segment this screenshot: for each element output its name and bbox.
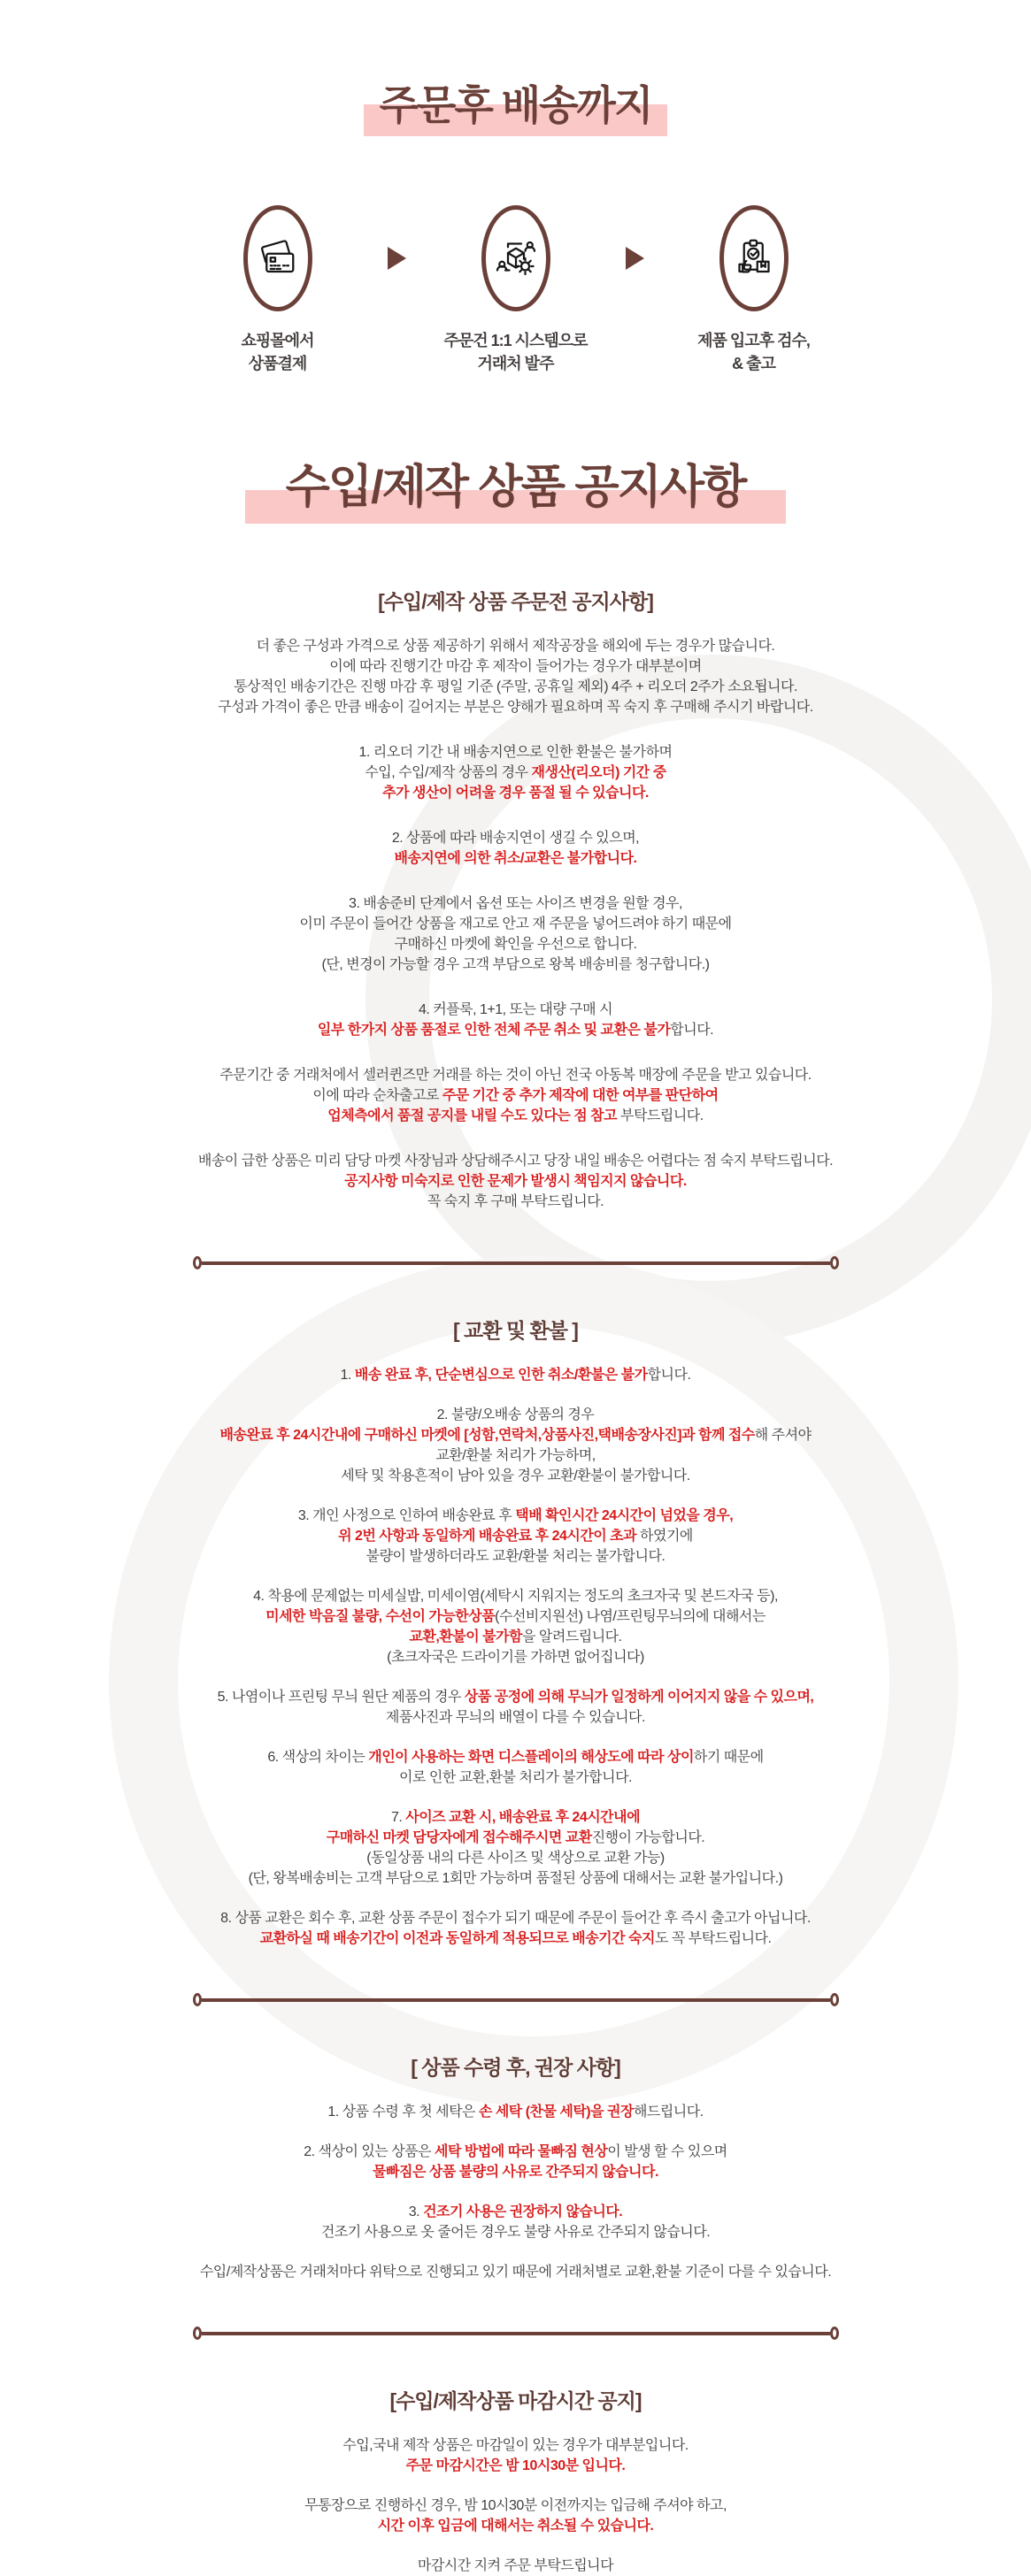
text-line (73, 1928, 958, 1949)
text-segment: 4. 커플룩, 1+1, 또는 대량 구매 시 (419, 1002, 612, 1017)
text-segment: 개인이 사용하는 화면 디스플레이의 해상도에 따라 상이 (368, 1750, 694, 1765)
process-step-label (443, 329, 587, 375)
text-segment: 해드립니다. (634, 2104, 704, 2120)
text-segment: 일부 한가지 상품 품절로 인한 전체 주문 취소 및 교환은 불가 (318, 1023, 670, 1038)
text-line (73, 2102, 958, 2122)
text-line (73, 1445, 958, 1466)
text-segment: 마감시간 지켜 주문 부탁드립니다 (418, 2558, 613, 2573)
text-segment: 이미 주문이 들어간 상품을 재고로 안고 재 주문을 넣어드려야 하기 때문에 (299, 916, 731, 932)
text-segment: 도 꼭 부탁드립니다. (655, 1931, 771, 1946)
text-segment: 수입/제작상품은 거래처마다 위탁으로 진행되고 있기 때문에 거래처별로 교환,환불 기준이 다를 수 있습니다. (200, 2265, 831, 2280)
text-segment: 7. (391, 1810, 405, 1825)
text-line (73, 1405, 958, 1425)
text-line (73, 763, 958, 783)
divider-ring-left (193, 1256, 202, 1269)
process-flow (73, 205, 958, 375)
text-line (73, 1365, 958, 1385)
text-line (73, 2456, 958, 2476)
text-line (73, 2202, 958, 2222)
arrow-right-icon (388, 247, 406, 270)
text-block (73, 1687, 958, 1728)
text-segment: 배송이 급한 상품은 미리 담당 마켓 사장님과 상담해주시고 당장 내일 배송은 어렵다는 점 숙지 부탁드립니다. (198, 1154, 833, 1169)
text-segment: 8. 상품 교환은 회수 후, 교환 상품 주문이 접수가 되기 때문에 주문이 들어간 후 즉시 출고가 아닙니다. (220, 1911, 811, 1926)
text-line (73, 1767, 958, 1788)
text-segment: 건조기 사용으로 옷 줄어든 경우도 불량 사유로 간주되지 않습니다. (321, 2225, 710, 2240)
divider-line (202, 1998, 830, 2002)
text-block (73, 828, 958, 869)
text-line (73, 1106, 958, 1126)
divider-ring-right (830, 1256, 839, 1269)
text-line (73, 914, 958, 934)
text-line (73, 1526, 958, 1546)
banner-import-notice (73, 456, 958, 524)
text-line (73, 1586, 958, 1606)
text-segment: 시간 이후 입금에 대해서는 취소될 수 있습니다. (378, 2518, 654, 2534)
text-line (73, 1466, 958, 1486)
text-line (73, 1908, 958, 1928)
text-line (73, 2142, 958, 2162)
section-heading: [수입/제작상품 마감시간 공지] (73, 2385, 958, 2414)
text-line (73, 848, 958, 869)
text-line (73, 1627, 958, 1647)
text-line (73, 2496, 958, 2516)
text-block (73, 2435, 958, 2476)
text-segment: 이에 따라 순차출고로 (312, 1088, 442, 1103)
section-divider (193, 1256, 839, 1270)
text-block (73, 1065, 958, 1126)
text-line (73, 697, 958, 717)
text-segment: 이로 인한 교환,환불 처리가 불가합니다. (399, 1770, 632, 1785)
text-segment: 통상적인 배송기간은 진행 마감 후 평일 기준 (주말, 공휴일 제외) 4주 + 리오더 2주가 소요됩니다. (234, 679, 797, 694)
text-segment: 을 알려드립니다. (522, 1629, 622, 1644)
sections (73, 586, 958, 2576)
text-line (73, 1606, 958, 1627)
text-segment: 교환,환불이 불가함 (409, 1629, 522, 1644)
text-line (73, 1065, 958, 1085)
text-block (73, 742, 958, 803)
text-block (73, 2556, 958, 2576)
section-pre-order-notice (73, 586, 958, 1212)
text-block (73, 1747, 958, 1788)
text-segment: 4. 착용에 문제없는 미세실밥, 미세이염(세탁시 지워지는 정도의 초크자국 및 본드자국 등), (253, 1589, 778, 1604)
text-segment: 주문 마감시간은 밤 10시30분 입니다. (406, 2458, 626, 2473)
text-line (73, 677, 958, 697)
text-block (73, 1000, 958, 1040)
text-segment: 세탁 방법에 따라 물빠짐 현상 (435, 2144, 607, 2159)
text-block (73, 2262, 958, 2282)
text-line (73, 1747, 958, 1767)
step-label-line: & 출고 (732, 355, 775, 372)
text-block (73, 2142, 958, 2182)
banner-order-to-delivery (73, 78, 958, 136)
text-line (73, 1171, 958, 1192)
process-step-ordering (422, 205, 610, 375)
text-line (73, 1848, 958, 1868)
text-block (73, 1586, 958, 1668)
text-line (73, 1151, 958, 1171)
section-exchange-refund (73, 1315, 958, 1949)
text-segment: 합니다. (670, 1023, 713, 1038)
text-block (73, 1506, 958, 1567)
text-line (73, 2222, 958, 2242)
text-segment: 미세한 박음질 불량, 수선이 가능한상품 (265, 1609, 495, 1624)
text-line (73, 1828, 958, 1848)
text-segment: 하였기에 (636, 1529, 693, 1544)
text-line (73, 954, 958, 975)
text-line (73, 1707, 958, 1728)
text-segment: (수선비지원선) 나염/프린팅무늬의에 대해서는 (495, 1609, 766, 1624)
text-line (73, 1647, 958, 1668)
text-line (73, 1807, 958, 1828)
text-segment: 업체측에서 품절 공지를 내릴 수도 있다는 점 참고 (327, 1108, 617, 1123)
divider-ring-right (830, 2327, 839, 2340)
text-segment: 5. 나염이나 프린팅 무늬 원단 제품의 경우 (218, 1690, 465, 1705)
step-label-line: 거래처 발주 (478, 355, 554, 372)
page-title: 주문후 배송까지 (364, 78, 668, 136)
text-block (73, 2102, 958, 2122)
text-line (73, 1506, 958, 1526)
text-segment: 수입, 수입/제작 상품의 경우 (365, 765, 531, 780)
divider-line (202, 1261, 830, 1265)
text-block (73, 1807, 958, 1889)
text-line (73, 656, 958, 677)
text-segment: 배송 완료 후, 단순변심으로 인한 취소/환불은 불가 (355, 1368, 648, 1383)
text-block (73, 893, 958, 975)
text-segment: 교환/환불 처리가 가능하며, (435, 1448, 595, 1463)
text-segment: 합니다. (648, 1368, 691, 1383)
text-line (73, 2556, 958, 2576)
section-heading: [ 교환 및 환불 ] (73, 1315, 958, 1344)
text-line (73, 2262, 958, 2282)
text-segment: 2. 불량/오배송 상품의 경우 (437, 1407, 595, 1422)
text-segment: 제품사진과 무늬의 배열이 다를 수 있습니다. (386, 1710, 645, 1725)
text-segment: 사이즈 교환 시, 배송완료 후 24시간내에 (405, 1810, 640, 1825)
inspection-shipping-icon (719, 205, 789, 311)
section-divider (193, 2327, 839, 2341)
section-heading: [수입/제작 상품 주문전 공지사항] (73, 586, 958, 615)
text-line (73, 742, 958, 763)
section-deadline-notice (73, 2385, 958, 2576)
text-segment: 교환하실 때 배송기간이 이전과 동일하게 적용되므로 배송기간 숙지 (260, 1931, 655, 1946)
text-line (73, 636, 958, 656)
text-segment: 배송지연에 의한 취소/교환은 불가합니다. (395, 851, 637, 866)
credit-card-icon (243, 205, 312, 311)
section-after-receipt (73, 2051, 958, 2282)
text-segment: 불량이 발생하더라도 교환/환불 처리는 불가합니다. (366, 1549, 666, 1564)
text-segment: 택배 확인시간 24시간이 넘었을 경우, (515, 1508, 733, 1523)
text-segment: 2. 색상이 있는 상품은 (304, 2144, 435, 2159)
text-block (73, 1405, 958, 1486)
text-segment: 공지사항 미숙지로 인한 문제가 발생시 책임지지 않습니다. (344, 1174, 687, 1189)
process-step-inspection (660, 205, 848, 375)
text-segment: 무통장으로 진행하신 경우, 밤 10시30분 이전까지는 입금해 주셔야 하고, (304, 2498, 727, 2513)
text-segment: 6. 색상의 차이는 (267, 1750, 368, 1765)
text-segment: 1. 리오더 기간 내 배송지연으로 인한 환불은 불가하며 (358, 745, 672, 760)
text-segment: 1. (341, 1368, 355, 1383)
step-label-line: 주문건 1:1 시스템으로 (443, 332, 587, 349)
divider-ring-left (193, 1993, 202, 2006)
text-segment: 구매하신 마켓에 확인을 우선으로 합니다. (395, 937, 637, 952)
text-segment: 건조기 사용은 권장하지 않습니다. (423, 2204, 622, 2220)
text-segment: 이에 따라 진행기간 마감 후 제작이 들어가는 경우가 대부분이며 (329, 659, 701, 674)
text-segment: 수입,국내 제작 상품은 마감일이 있는 경우가 대부분입니다. (342, 2438, 689, 2453)
divider-line (202, 2332, 830, 2335)
text-segment: 부탁드립니다. (617, 1108, 704, 1123)
notice-page (73, 0, 958, 2565)
step-label-line: 쇼핑몰에서 (242, 332, 314, 349)
text-segment: 세탁 및 착용흔적이 남아 있을 경우 교환/환불이 불가합니다. (341, 1468, 689, 1484)
text-line (73, 1868, 958, 1889)
text-segment: 위 2번 사항과 동일하게 배송완료 후 24시간이 초과 (338, 1529, 636, 1544)
text-line (73, 1546, 958, 1567)
text-segment: 3. (409, 2204, 423, 2220)
text-segment: 상품 공정에 의해 무늬가 일정하게 이어지지 않을 수 있으며, (465, 1690, 813, 1705)
text-line (73, 1192, 958, 1212)
text-segment: 2. 상품에 따라 배송지연이 생길 수 있으며, (392, 831, 639, 846)
text-segment: 추가 생산이 어려울 경우 품절 될 수 있습니다. (382, 786, 649, 801)
text-segment: 물빠짐은 상품 불량의 사유로 간주되지 않습니다. (373, 2165, 658, 2180)
text-segment: 배송완료 후 24시간내에 구매하신 마켓에 [성함,연락처,상품사진,택배송장사진]과 함께 접수 (219, 1428, 754, 1443)
text-segment: 구매하신 마켓 담당자에게 접수해주시면 교환 (327, 1830, 592, 1845)
text-segment: 3. 배송준비 단계에서 옵션 또는 사이즈 변경을 원할 경우, (349, 896, 682, 911)
step-label-line: 제품 입고후 검수, (697, 332, 810, 349)
process-step-label (697, 329, 810, 375)
text-block (73, 636, 958, 717)
divider-ring-left (193, 2327, 202, 2340)
step-label-line: 상품결제 (249, 355, 307, 372)
text-segment: (단, 변경이 가능할 경우 고객 부담으로 왕복 배송비를 청구합니다.) (322, 957, 710, 972)
arrow-right-icon (626, 247, 644, 270)
text-segment: 주문기간 중 거래처에서 셀러퀸즈만 거래를 하는 것이 아닌 전국 아동복 매장에 주문을 받고 있습니다. (219, 1068, 811, 1083)
text-segment: 이 발생 할 수 있으며 (607, 2144, 727, 2159)
text-segment: 손 세탁 (찬물 세탁)을 권장 (479, 2104, 634, 2120)
page-content (73, 0, 958, 2576)
text-segment: 꼭 숙지 후 구매 부탁드립니다. (427, 1194, 604, 1209)
text-segment: 구성과 가격이 좋은 만큼 배송이 길어지는 부분은 양해가 필요하며 꼭 숙지 후 구매해 주시기 바랍니다. (218, 700, 812, 715)
text-line (73, 2162, 958, 2182)
text-segment: (동일상품 내의 다른 사이즈 및 색상으로 교환 가능) (366, 1851, 664, 1866)
section-divider (193, 1993, 839, 2007)
process-step-label (242, 329, 314, 375)
text-line (73, 783, 958, 803)
order-system-icon (481, 205, 550, 311)
text-block (73, 1365, 958, 1385)
text-block (73, 2202, 958, 2242)
text-line (73, 1000, 958, 1020)
text-segment: 3. 개인 사정으로 인하여 배송완료 후 (298, 1508, 515, 1523)
process-step-payment (184, 205, 372, 375)
section-heading: [ 상품 수령 후, 권장 사항] (73, 2051, 958, 2081)
text-segment: 1. 상품 수령 후 첫 세탁은 (327, 2104, 479, 2120)
text-line (73, 1020, 958, 1040)
text-segment: 재생산(리오더) 기간 중 (532, 765, 666, 780)
text-segment: (초크자국은 드라이기를 가하면 없어집니다) (387, 1650, 644, 1665)
text-segment: 더 좋은 구성과 가격으로 상품 제공하기 위해서 제작공장을 해외에 두는 경우가 많습니다. (257, 639, 775, 654)
text-line (73, 2516, 958, 2536)
text-line (73, 893, 958, 914)
text-segment: 해 주셔야 (755, 1428, 812, 1443)
text-block (73, 1908, 958, 1949)
text-line (73, 2435, 958, 2456)
text-block (73, 2496, 958, 2536)
text-segment: 진행이 가능합니다. (592, 1830, 705, 1845)
text-block (73, 1151, 958, 1212)
text-segment: 주문 기간 중 추가 제작에 대한 여부를 판단하여 (442, 1088, 719, 1103)
text-line (73, 934, 958, 954)
text-line (73, 1687, 958, 1707)
divider-ring-right (830, 1993, 839, 2006)
text-line (73, 1425, 958, 1445)
text-segment: (단, 왕복배송비는 고객 부담으로 1회만 가능하며 품절된 상품에 대해서는 교환 불가입니다.) (249, 1871, 783, 1886)
section-banner-title: 수입/제작 상품 공지사항 (245, 456, 787, 524)
text-line (73, 828, 958, 848)
text-line (73, 1085, 958, 1106)
text-segment: 하기 때문에 (694, 1750, 764, 1765)
